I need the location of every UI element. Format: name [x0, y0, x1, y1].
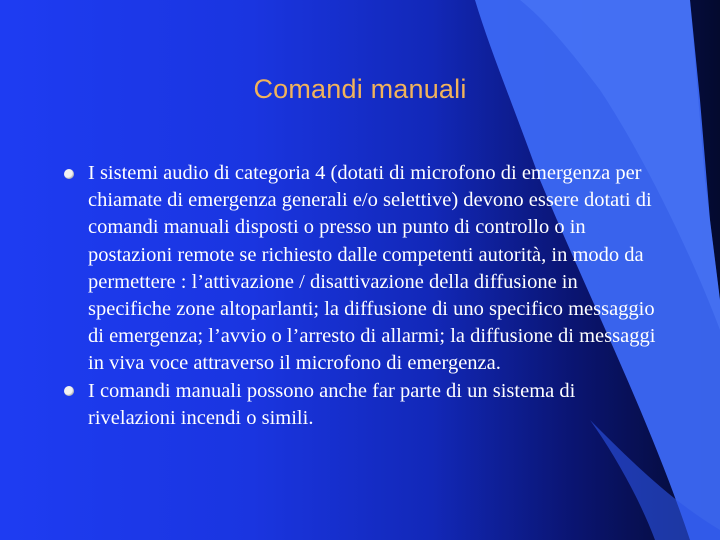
slide-body	[64, 160, 664, 432]
bullet-icon	[64, 386, 74, 396]
bullet-icon	[64, 169, 74, 179]
bullet-item	[64, 160, 664, 378]
slide-title	[0, 74, 720, 105]
bullet-item	[64, 378, 664, 432]
bullet-text: I sistemi audio di categoria 4 (dotati di microfono di emergenza per chiamate di emergenza generali e/o selettive) devono essere dotati di comandi manuali disposti o presso un punto di controllo o in postazioni remote se richiesto dalle competenti autorità, in modo da permettere : l’attivazione / disattivazione della diffusione in specifiche zone altoparlanti; la diffusione di uno specifico messaggio di emergenza; l’avvio o l’arresto di allarmi; la diffusione di messaggi in viva voce attraverso il microfono di emergenza.	[88, 162, 656, 375]
slide-title-text: Comandi manuali	[253, 74, 467, 104]
bullet-text: I comandi manuali possono anche far parte di un sistema di rivelazioni incendi o simili.	[88, 379, 576, 429]
